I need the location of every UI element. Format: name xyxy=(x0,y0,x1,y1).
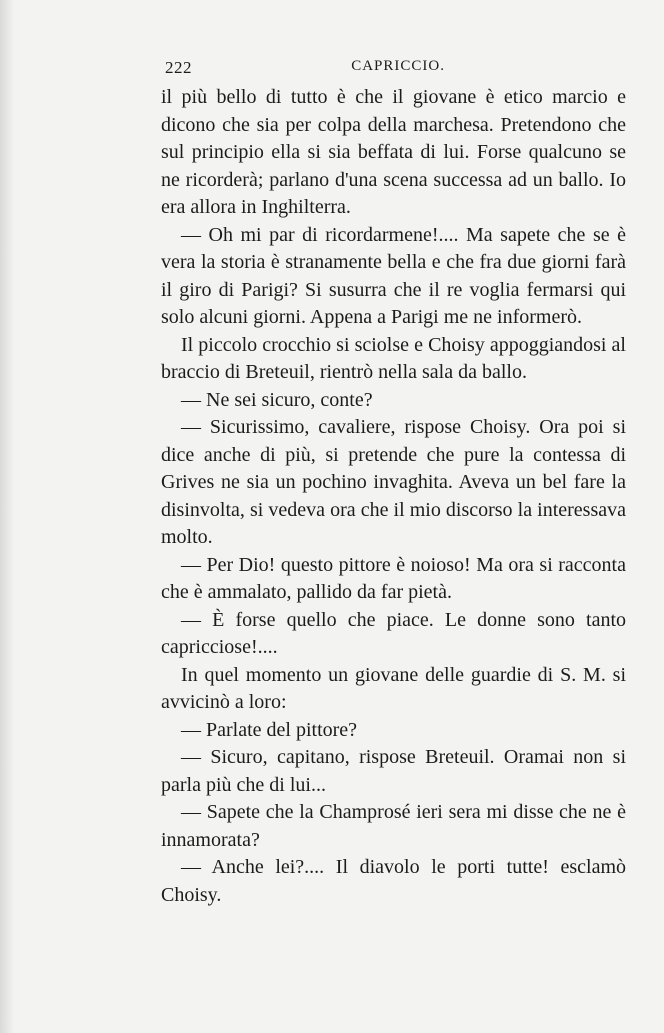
body-text xyxy=(161,84,626,909)
paragraph: — Sicuro, capitano, rispose Breteuil. Oramai non si parla più che di lui... xyxy=(161,746,626,796)
paragraph: In quel momento un giovane delle guardie di S. M. si avvicinò a loro: xyxy=(161,663,626,713)
paragraph: — Sicurissimo, cavaliere, rispose Choisy. Ora poi si dice anche di più, si pretende che pure la contessa di Grives ne sia un pochino invaghita. Aveva un bel fare la disinvolta, si vedeva ora che il mio discorso la interessava molto. xyxy=(161,416,626,548)
paragraph: il più bello di tutto è che il giovane è etico marcio e dicono che sia per colpa della marchesa. Pretendono che sul principio ella si sia beffata di lui. Forse qualcuno se ne ricorderà; parlano d'una scena successa ad un ballo. Io era allora in Inghilterra. xyxy=(161,86,626,218)
paragraph: — È forse quello che piace. Le donne sono tanto capricciose!.... xyxy=(161,608,626,658)
paragraph: — Oh mi par di ricordarmene!.... Ma sapete che se è vera la storia è stranamente bella e che fra due giorni farà il giro di Parigi? Si susurra che il re voglia fermarsi qui solo alcuni giorni. Appena a Parigi me ne informerò. xyxy=(161,223,626,328)
page-header xyxy=(165,58,445,80)
running-title: CAPRICCIO. xyxy=(351,58,445,74)
paragraph: Il piccolo crocchio si sciolse e Choisy appoggiandosi al braccio di Breteuil, rientrò nella sala da ballo. xyxy=(161,333,626,383)
paragraph: — Parlate del pittore? xyxy=(181,718,358,741)
paragraph: — Ne sei sicuro, conte? xyxy=(181,388,373,411)
page-edge-shadow xyxy=(0,0,14,1033)
paragraph: — Anche lei?.... Il diavolo le porti tutte! esclamò Choisy. xyxy=(161,856,626,906)
paragraph: — Per Dio! questo pittore è noioso! Ma ora si racconta che è ammalato, pallido da far pietà. xyxy=(161,553,626,603)
paragraph: — Sapete che la Champrosé ieri sera mi disse che ne è innamorata? xyxy=(161,801,626,851)
page-number: 222 xyxy=(165,58,192,77)
